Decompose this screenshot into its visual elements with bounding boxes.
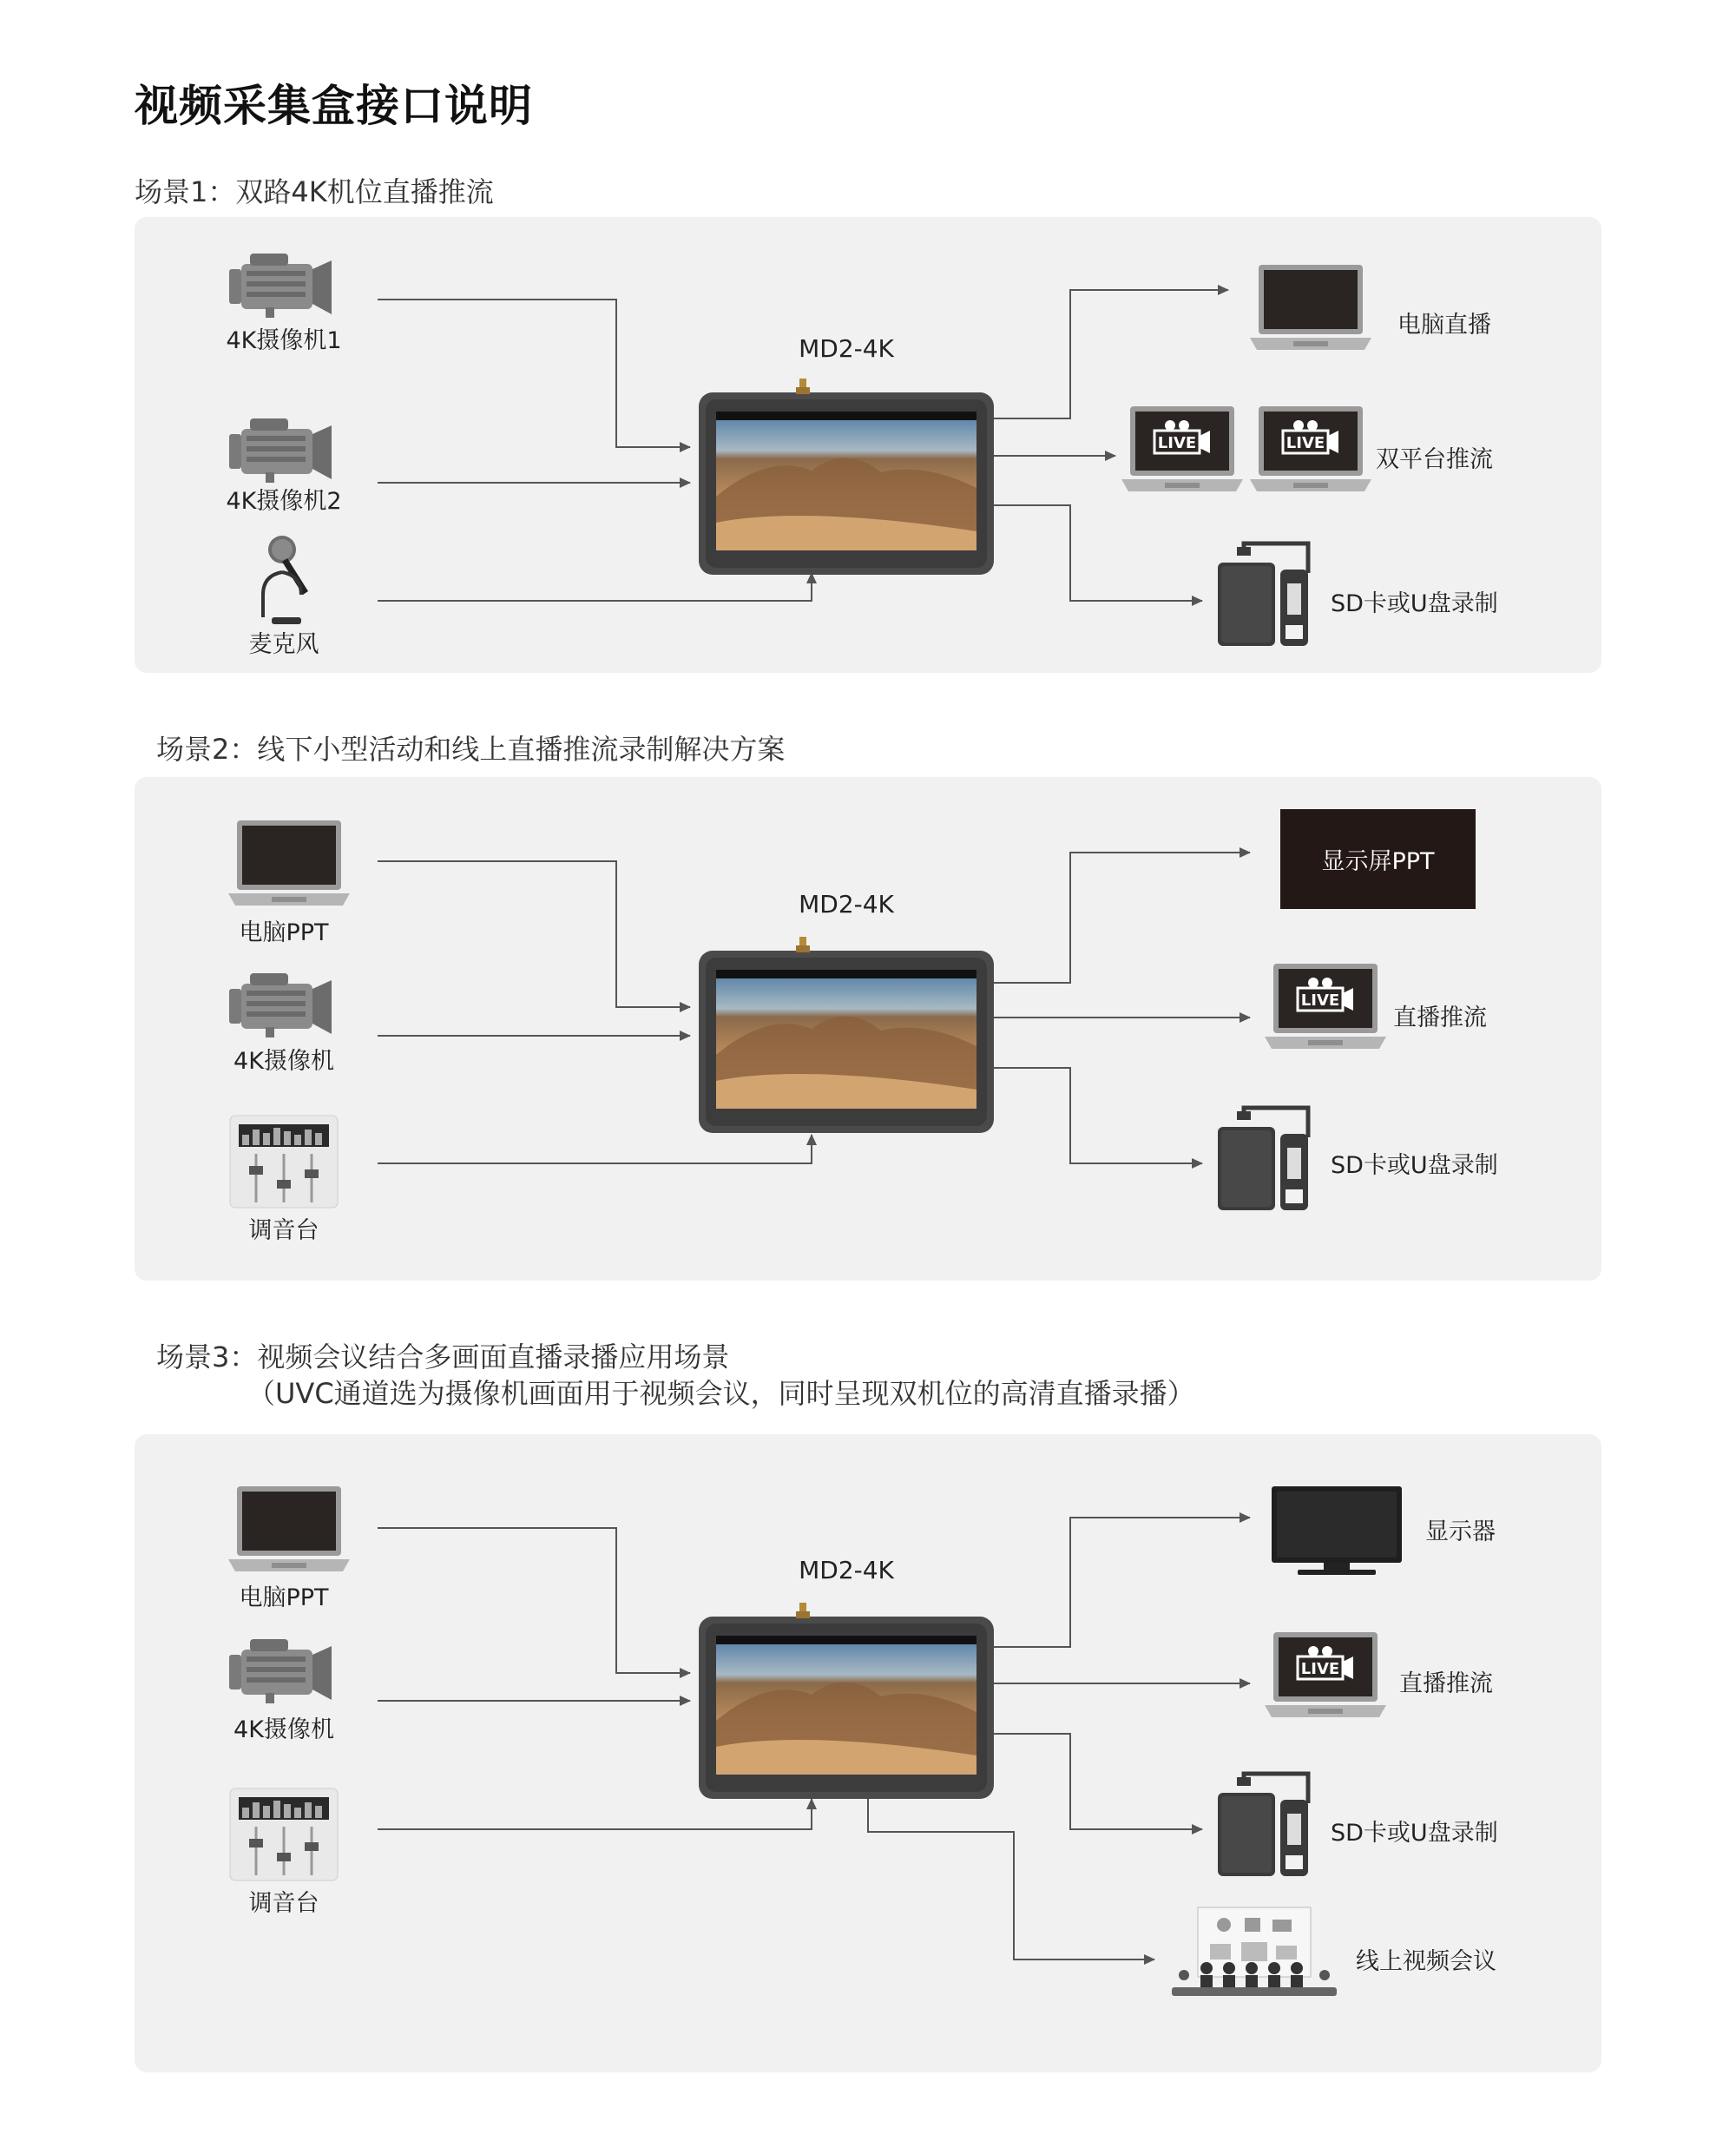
input-label: 电脑PPT <box>239 1584 329 1611</box>
meeting-icon <box>1172 1907 1337 1996</box>
video-camera-icon <box>229 1639 332 1703</box>
video-camera-icon <box>229 973 332 1037</box>
display-screen-icon: 显示屏PPT <box>1280 809 1476 909</box>
scene2-panel <box>135 777 1601 1281</box>
monitor-icon <box>1272 1486 1402 1575</box>
input-label: 4K摄像机 <box>233 1716 334 1743</box>
video-camera-icon <box>229 418 332 483</box>
live-laptop-icon <box>1265 964 1386 1049</box>
video-camera-icon <box>229 254 332 318</box>
md2-4k-device <box>699 1603 994 1799</box>
sd-card-usb-icon <box>1218 1108 1308 1210</box>
line-out-screen <box>985 853 1250 983</box>
line-out-sd <box>985 505 1202 601</box>
input-label: 调音台 <box>248 1217 319 1244</box>
scene3-panel <box>135 1434 1601 2072</box>
scene3-heading: 场景3：视频会议结合多画面直播录播应用场景 <box>156 1340 730 1373</box>
line-mixer <box>378 1799 812 1829</box>
output-label: 线上视频会议 <box>1356 1948 1496 1975</box>
device-label: MD2-4K <box>799 890 894 919</box>
page-title: 视频采集盒接口说明 <box>135 81 533 131</box>
scene3-diagram <box>135 1434 1601 2072</box>
input-label: 调音台 <box>248 1890 319 1917</box>
line-out-pc <box>985 290 1228 418</box>
output-label: 直播推流 <box>1393 1004 1487 1031</box>
microphone-icon <box>263 536 308 624</box>
input-label: 4K摄像机1 <box>226 327 342 354</box>
audio-mixer-icon <box>230 1116 338 1208</box>
input-label: 电脑PPT <box>239 919 329 946</box>
laptop-icon <box>1250 265 1371 350</box>
laptop-icon <box>228 1486 350 1571</box>
output-label: SD卡或U盘录制 <box>1331 590 1498 617</box>
line-camera1 <box>378 300 690 447</box>
line-out-sd <box>985 1734 1202 1829</box>
scene1-panel <box>135 217 1601 673</box>
scene2-heading: 场景2：线下小型活动和线上直播推流录制解决方案 <box>156 733 786 766</box>
live-laptop-icon <box>1121 406 1243 491</box>
line-out-meeting <box>868 1799 1154 1959</box>
output-label: SD卡或U盘录制 <box>1331 1820 1498 1847</box>
sd-card-usb-icon <box>1218 543 1308 646</box>
input-label: 4K摄像机 <box>233 1048 334 1075</box>
laptop-icon <box>228 820 350 906</box>
output-label: 双平台推流 <box>1376 446 1493 473</box>
sd-card-usb-icon <box>1218 1774 1308 1876</box>
line-out-monitor <box>985 1518 1250 1647</box>
md2-4k-device <box>699 937 994 1133</box>
scene1-heading: 场景1：双路4K机位直播推流 <box>135 175 494 208</box>
output-label: 直播推流 <box>1399 1670 1493 1697</box>
line-mixer <box>378 1135 812 1163</box>
input-label: 4K摄像机2 <box>226 488 342 515</box>
output-label: 显示器 <box>1425 1518 1496 1545</box>
line-pc <box>378 1528 690 1673</box>
device-label: MD2-4K <box>799 334 894 363</box>
scene3-subheading: （UVC通道选为摄像机画面用于视频会议，同时呈现双机位的高清直播录播） <box>247 1377 1195 1410</box>
line-pc <box>378 861 690 1007</box>
output-label: SD卡或U盘录制 <box>1331 1152 1498 1179</box>
live-laptop-icon <box>1250 406 1371 491</box>
line-mic <box>378 573 812 601</box>
input-label: 麦克风 <box>248 631 319 658</box>
output-label: 电脑直播 <box>1397 312 1491 339</box>
audio-mixer-icon <box>230 1788 338 1880</box>
device-label: MD2-4K <box>799 1556 894 1584</box>
line-out-sd <box>985 1068 1202 1163</box>
md2-4k-device <box>699 379 994 575</box>
live-laptop-icon <box>1265 1632 1386 1717</box>
